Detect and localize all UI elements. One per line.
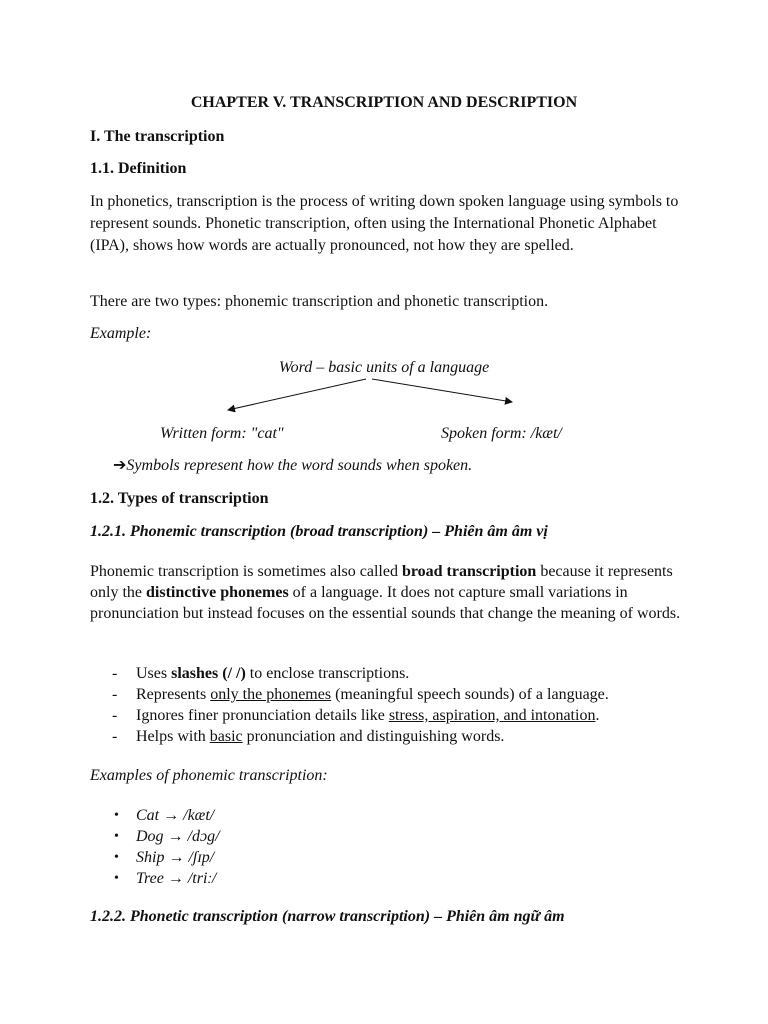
- right-arrow-icon: ➔: [113, 457, 127, 474]
- diagram-word-label: Word – basic units of a language: [278, 359, 490, 376]
- diagram-written-form: Written form: "cat": [160, 425, 284, 442]
- diagram-spoken-form: Spoken form: /kæt/: [441, 425, 562, 442]
- phonemic-paragraph: [90, 561, 688, 624]
- phonemic-text-1: Phonemic transcription is sometimes also called: [90, 563, 402, 580]
- definition-paragraph: In phonetics, transcription is the process of writing down spoken language using symbols to represent sounds. Phonetic transcription, often using the International Phonetic Alphabet (IPA), shows how words are actually pronounced, not how they are spelled.: [90, 193, 679, 254]
- list-item: - Helps with basic pronunciation and distinguishing words.: [112, 728, 505, 745]
- list-item: • Cat → /kæt/: [114, 807, 215, 824]
- list-item: • Tree → /triː/: [114, 870, 217, 887]
- arrow-to-written-form: [228, 379, 366, 410]
- section-heading-transcription: I. The transcription: [90, 128, 225, 145]
- phonemic-features-list: [90, 663, 708, 747]
- heading-types: 1.2. Types of transcription: [90, 490, 269, 507]
- list-item: • Dog → /dɔg/: [114, 828, 220, 845]
- arrow-to-spoken-form: [372, 379, 512, 402]
- list-item: - Represents only the phonemes (meaningful speech sounds) of a language.: [112, 686, 609, 703]
- phonemic-bold-1: broad transcription: [401, 563, 537, 580]
- phonemic-text-3: of a language. It does not capture small variations in pronunciation but instead focuses on the essential sounds that change the meaning of words.: [90, 584, 681, 622]
- heading-phonetic: 1.2.2. Phonetic transcription (narrow transcription) – Phiên âm ngữ âm: [90, 908, 565, 925]
- phonemic-bold-2: distinctive phonemes: [146, 584, 289, 601]
- types-paragraph: There are two types: phonemic transcription and phonetic transcription.: [90, 293, 549, 310]
- conclusion-line: [113, 455, 472, 477]
- phonemic-text-2: because it represents only the: [90, 563, 673, 601]
- conclusion-text: Symbols represent how the word sounds when spoken.: [126, 457, 473, 474]
- examples-label: Examples of phonemic transcription:: [90, 767, 328, 784]
- phonemic-examples-list: [90, 805, 708, 889]
- heading-definition: 1.1. Definition: [90, 160, 187, 177]
- chapter-title: CHAPTER V. TRANSCRIPTION AND DESCRIPTION: [190, 94, 578, 111]
- example-label: Example:: [90, 325, 152, 342]
- list-item: • Ship → /ʃɪp/: [114, 849, 215, 866]
- list-item: - Ignores finer pronunciation details like stress, aspiration, and intonation.: [112, 707, 600, 724]
- heading-phonemic: 1.2.1. Phonemic transcription (broad transcription) – Phiên âm âm vị: [90, 523, 548, 540]
- list-item: - Uses slashes (/ /) to enclose transcriptions.: [112, 665, 410, 682]
